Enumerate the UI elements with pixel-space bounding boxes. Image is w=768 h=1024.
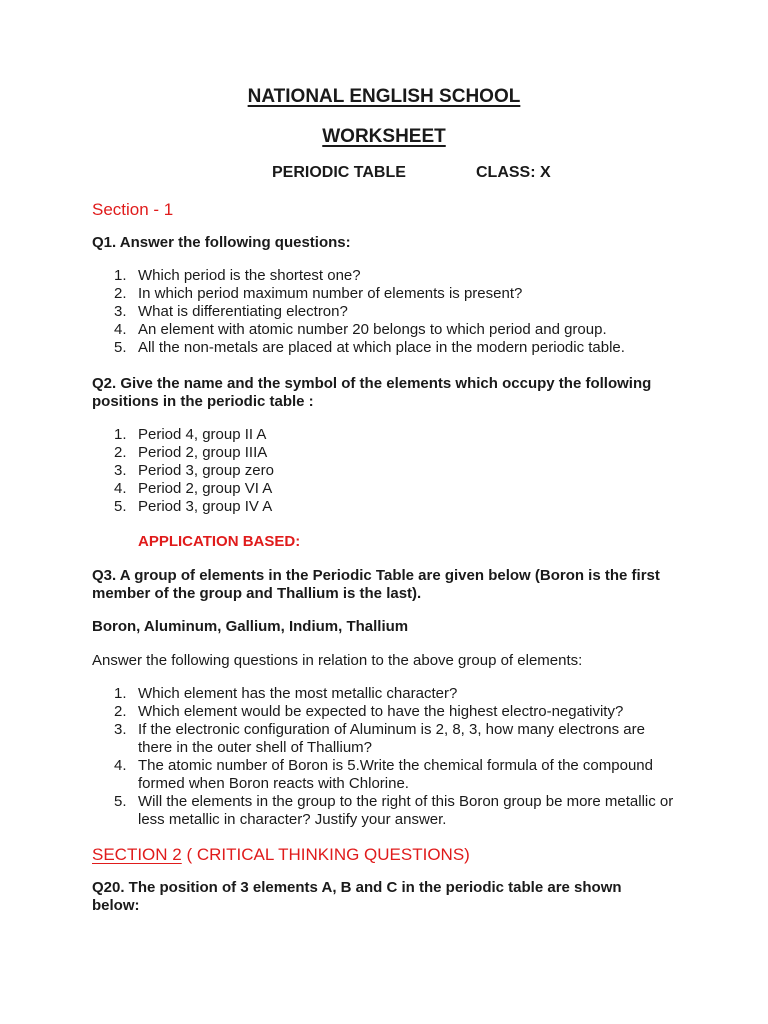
application-based-label: APPLICATION BASED:	[138, 533, 301, 550]
list-item: 1. Which period is the shortest one?	[114, 267, 361, 284]
topic-label: PERIODIC TABLE	[272, 164, 406, 181]
question-20: Q20. The position of 3 elements A, B and C in the periodic table are shown below:	[92, 879, 622, 914]
question-2-list	[92, 426, 692, 516]
list-item: 4. Period 2, group VI A	[114, 480, 273, 497]
class-label: CLASS: X	[476, 164, 551, 181]
list-item: 4. An element with atomic number 20 belongs to which period and group.	[114, 321, 607, 338]
list-item: 2. Period 2, group IIIA	[114, 444, 268, 461]
section-2-title	[92, 846, 470, 864]
list-item: 5. Will the elements in the group to the right of this Boron group be more metallic or less metallic in character? Justify your answer.	[114, 793, 674, 828]
list-item: 2. In which period maximum number of elements is present?	[114, 285, 523, 302]
section-2-subtitle: ( CRITICAL THINKING QUESTIONS)	[181, 845, 470, 864]
list-item: 4. The atomic number of Boron is 5.Write the chemical formula of the compound formed when Boron reacts with Chlorine.	[114, 757, 653, 792]
list-item: 5. All the non-metals are placed at which place in the modern periodic table.	[114, 339, 625, 356]
question-1: Q1. Answer the following questions:	[92, 234, 351, 251]
list-item: 3. What is differentiating electron?	[114, 303, 348, 320]
question-1-list	[92, 267, 692, 357]
question-3: Q3. A group of elements in the Periodic Table are given below (Boron is the first member of the group and Thallium is the last).	[92, 567, 660, 602]
list-item: 1. Which element has the most metallic character?	[114, 685, 458, 702]
question-3-list	[92, 685, 682, 829]
list-item: 2. Which element would be expected to have the highest electro-negativity?	[114, 703, 624, 720]
section-2-label: SECTION 2	[92, 845, 182, 864]
school-name: NATIONAL ENGLISH SCHOOL	[247, 86, 521, 107]
list-item: 5. Period 3, group IV A	[114, 498, 273, 515]
question-2: Q2. Give the name and the symbol of the elements which occupy the following positions in the periodic table :	[92, 375, 652, 410]
list-item: 1. Period 4, group II A	[114, 426, 267, 443]
list-item: 3. If the electronic configuration of Aluminum is 2, 8, 3, how many electrons are there in the outer shell of Thallium?	[114, 721, 645, 756]
list-item: 3. Period 3, group zero	[114, 462, 274, 479]
section-1-title: Section - 1	[92, 200, 174, 219]
question-3-instruction: Answer the following questions in relation to the above group of elements:	[92, 652, 583, 669]
worksheet-title: WORKSHEET	[322, 126, 446, 147]
element-group-list: Boron, Aluminum, Gallium, Indium, Thallium	[92, 618, 409, 635]
